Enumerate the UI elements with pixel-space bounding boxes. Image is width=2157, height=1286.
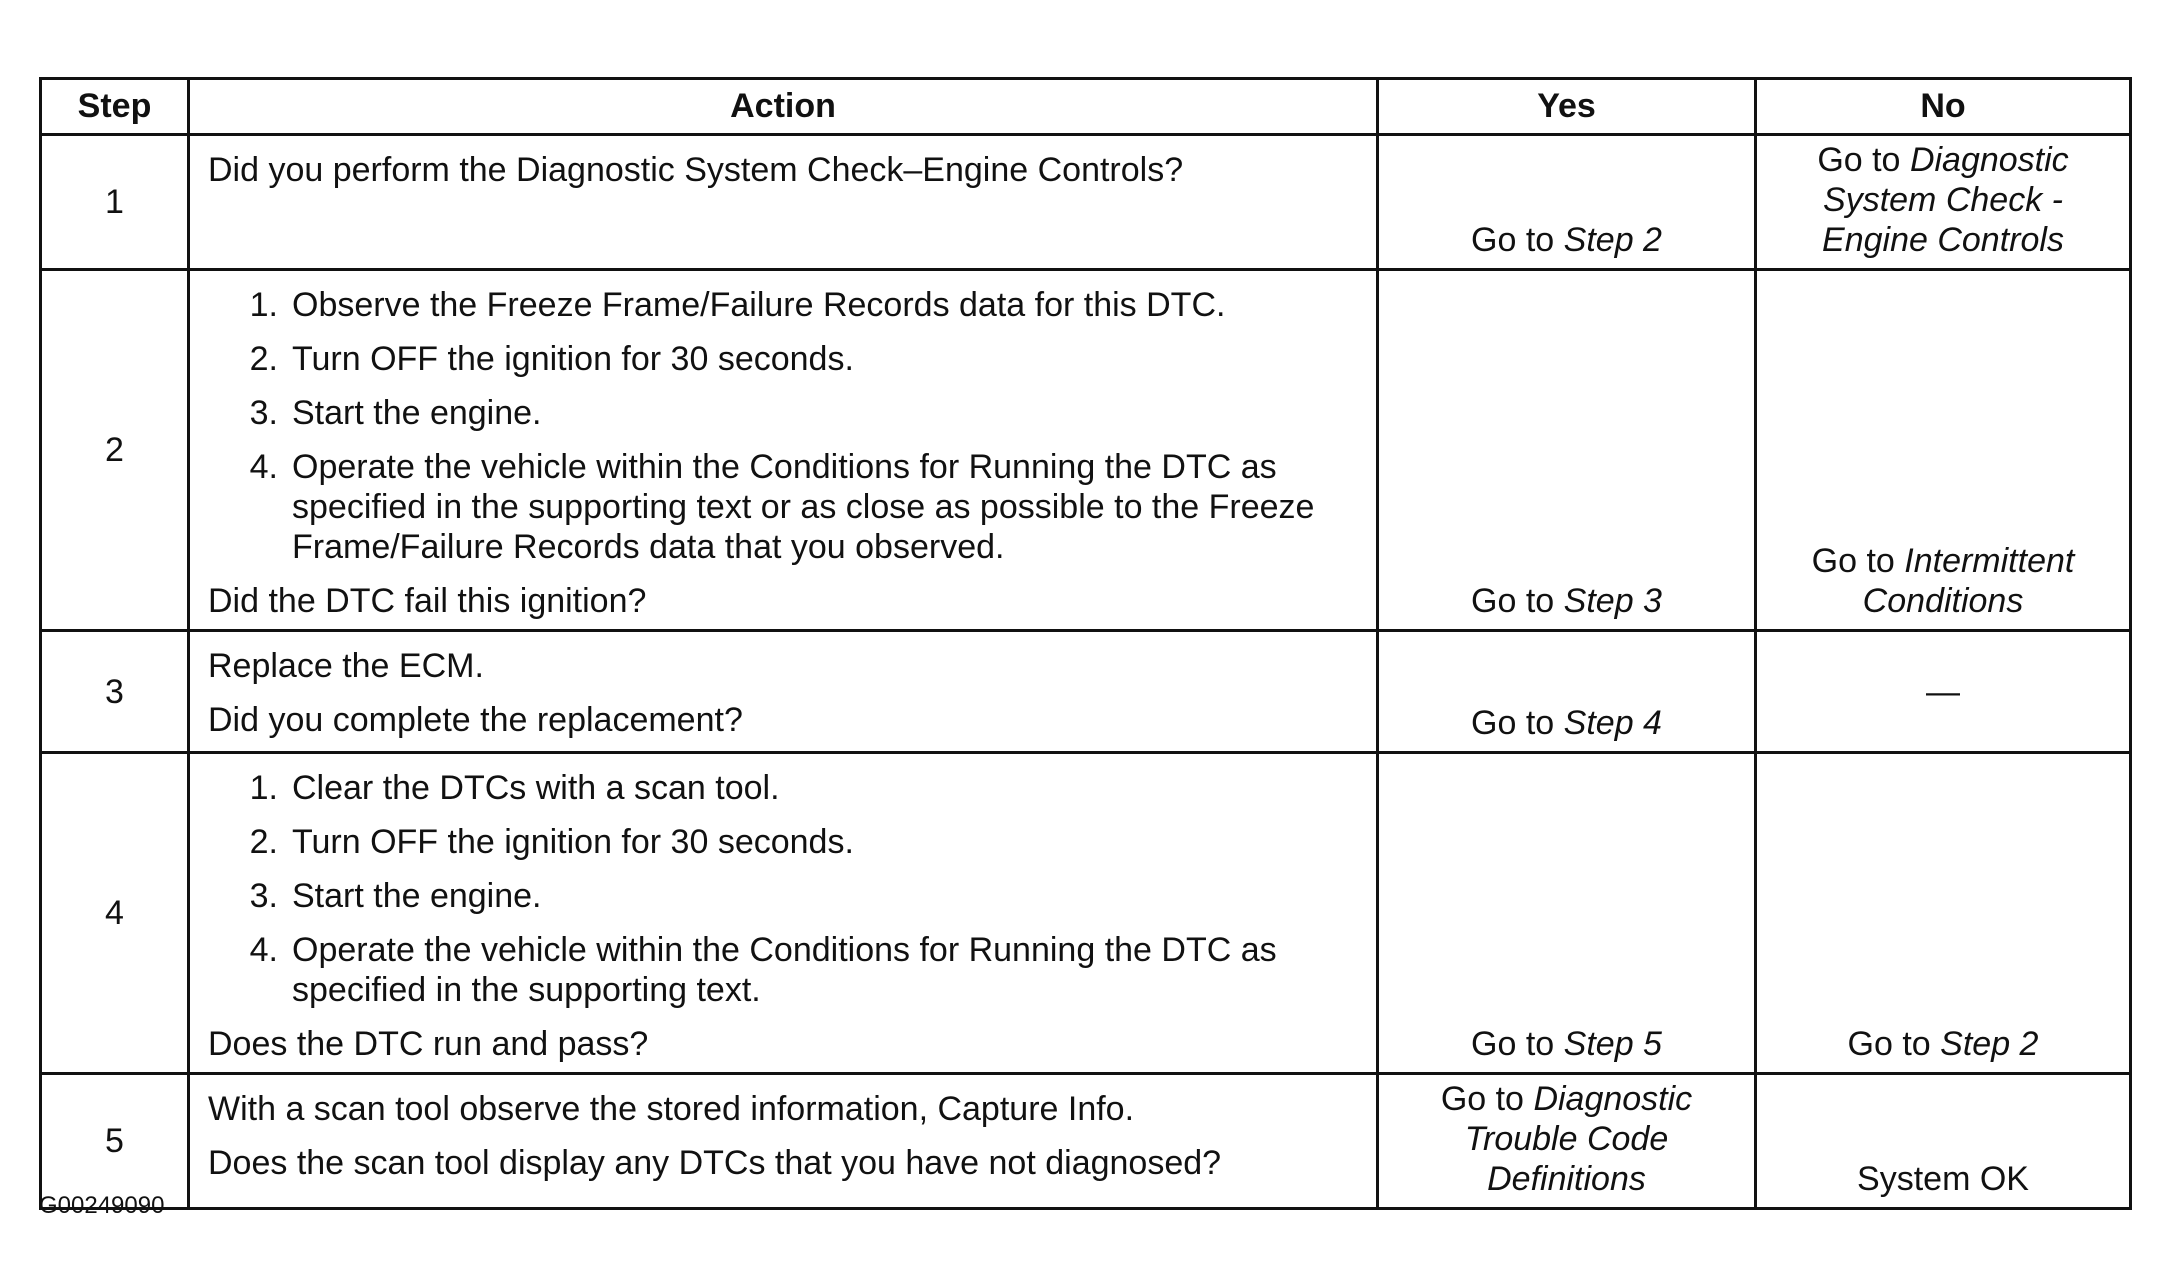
header-no: No [1756, 79, 2131, 135]
no-cell [1756, 1074, 2131, 1209]
list-item-number: 4. [249, 448, 278, 486]
yes-cell [1378, 135, 1756, 270]
list-item-number: 2. [249, 340, 278, 378]
no-action-dash: — [1926, 672, 1960, 711]
goto-target: Step 4 [1563, 704, 1662, 742]
list-item-text: Start the engine. [292, 877, 542, 915]
list-item-text: Operate the vehicle within the Conditions for Running the DTC as specified in the supporting text or as close as possible to the Freeze Frame/Failure Records data that you observed. [292, 448, 1315, 566]
goto-prefix: Go to [1471, 582, 1555, 620]
list-item-text: Observe the Freeze Frame/Failure Records data for this DTC. [292, 286, 1226, 324]
action-list-item [208, 339, 1358, 379]
goto-target: Step 2 [1563, 221, 1662, 259]
table-body [41, 135, 2131, 1209]
action-cell [189, 753, 1378, 1074]
goto-target: Diagnostic System Check - Engine Controls [1822, 141, 2069, 259]
step-number: 5 [41, 1074, 189, 1209]
action-cell [189, 135, 1378, 270]
list-item-number: 1. [249, 286, 278, 324]
no-cell [1756, 135, 2131, 270]
list-item-text: Operate the vehicle within the Conditions for Running the DTC as specified in the supporting text. [292, 931, 1277, 1009]
yes-cell [1378, 1074, 1756, 1209]
goto-prefix: Go to [1811, 542, 1895, 580]
no-cell [1756, 753, 2131, 1074]
goto-prefix: Go to [1471, 221, 1555, 259]
yes-cell [1378, 753, 1756, 1074]
table-row [41, 1074, 2131, 1209]
step-number: 1 [41, 135, 189, 270]
action-list-item [208, 285, 1358, 325]
action-text: Did you complete the replacement? [208, 701, 743, 739]
result-text: System OK [1857, 1160, 2029, 1198]
action-cell [189, 270, 1378, 631]
list-item-text: Turn OFF the ignition for 30 seconds. [292, 823, 854, 861]
action-list-item [208, 876, 1358, 916]
yes-cell [1378, 631, 1756, 753]
table-row [41, 270, 2131, 631]
action-text: Did you perform the Diagnostic System Check–Engine Controls? [208, 151, 1184, 189]
action-list-item [208, 447, 1358, 567]
action-text: With a scan tool observe the stored information, Capture Info. [208, 1090, 1135, 1128]
goto-prefix: Go to [1847, 1025, 1931, 1063]
step-number: 2 [41, 270, 189, 631]
action-question: Does the DTC run and pass? [208, 1025, 649, 1063]
action-list-item [208, 393, 1358, 433]
goto-prefix: Go to [1440, 1080, 1524, 1118]
action-text: Replace the ECM. [208, 647, 484, 685]
yes-cell [1378, 270, 1756, 631]
list-item-text: Turn OFF the ignition for 30 seconds. [292, 340, 854, 378]
goto-target: Step 2 [1940, 1025, 2039, 1063]
header-yes: Yes [1378, 79, 1756, 135]
no-cell [1756, 270, 2131, 631]
list-item-number: 3. [249, 394, 278, 432]
list-item-text: Start the engine. [292, 394, 542, 432]
goto-prefix: Go to [1471, 704, 1555, 742]
header-row [41, 79, 2131, 135]
figure-id: G00249090 [39, 1192, 165, 1219]
list-item-text: Clear the DTCs with a scan tool. [292, 769, 780, 807]
list-item-number: 4. [249, 931, 278, 969]
header-step: Step [41, 79, 189, 135]
goto-target: Diagnostic Trouble Code Definitions [1464, 1080, 1693, 1198]
table-row [41, 135, 2131, 270]
no-cell [1756, 631, 2131, 753]
action-list-item [208, 768, 1358, 808]
step-number: 4 [41, 753, 189, 1074]
goto-target: Step 3 [1563, 582, 1662, 620]
header-action: Action [189, 79, 1378, 135]
goto-prefix: Go to [1471, 1025, 1555, 1063]
goto-target: Step 5 [1563, 1025, 1662, 1063]
list-item-number: 3. [249, 877, 278, 915]
action-list-item [208, 822, 1358, 862]
table-row [41, 631, 2131, 753]
action-cell [189, 631, 1378, 753]
list-item-number: 1. [249, 769, 278, 807]
action-list-item [208, 930, 1358, 1010]
action-cell [189, 1074, 1378, 1209]
step-number: 3 [41, 631, 189, 753]
diagnostic-table [39, 77, 2132, 1210]
goto-target: Intermittent Conditions [1862, 542, 2075, 620]
table-row [41, 753, 2131, 1074]
action-text: Does the scan tool display any DTCs that you have not diagnosed? [208, 1144, 1222, 1182]
action-question: Did the DTC fail this ignition? [208, 582, 647, 620]
list-item-number: 2. [249, 823, 278, 861]
goto-prefix: Go to [1817, 141, 1901, 179]
